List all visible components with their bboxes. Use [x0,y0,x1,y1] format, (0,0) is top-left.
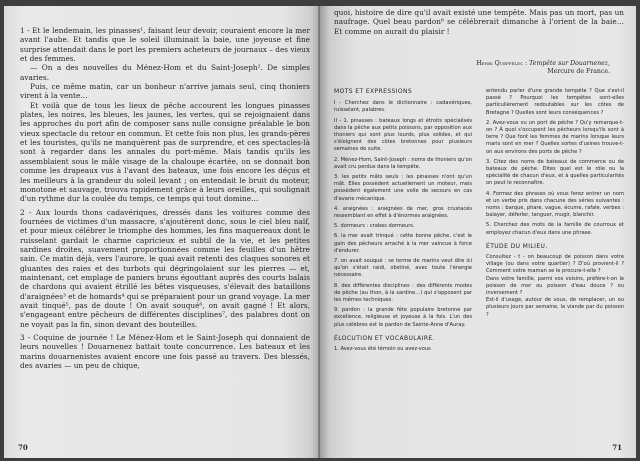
page-number: 71 [612,443,622,452]
study-entry: Dans votre famille, parmi vos voisins, préfère-t-on le poisson de mer ou poisson d'eau douce ? ou inversement ? [486,275,624,297]
paragraph: 2 - Aux lourds thons cadavériques, dressés dans les voitures comme des fournées de victimes d'un massacre, s'ajoutèrent donc, sous le ciel bleu naïf, et pour mieux célébrer le triomphe des hommes, les fins maquereaux dont le ruisselant gardait le charme capricieux et subtil de la vie, et les petites sardines droites, suavement proportionnées comme les feuilles d'un hêtre sain. Ce matin déjà, vers l'aurore, le quai avait retenti des claques sonores et gluantes des raies et des turbots qui dégringolaient sur les pierres — et, maintenant, cet emplage de paniers bruns égouttant auprès des courts balais de chardons qui avaient étrillé les bêtes visqueuses, s'élevait des bataillons d'araignées³ et de homards⁴ qui se préparaient pour un grand voyage. La mer avait tinqué⁵, pas de doute ! On avait souqué⁶, on avait gagné ! Et alors, s'engageant entre pêcheurs de différentes disciplines⁷, des palabres dont on ne voyait pas la fin, sinon devant des bouteilles. [20,207,310,329]
word-entry: II - 1. pinasses : bateaux longs et étroits spécialisés dans la pêche aux petits poissons, par opposition aux thoniers qui sont plus lourds, plus solides, et qui s'éloignent des côtes bretonnes pour plusieurs semaines de suite. [334,117,472,153]
left-page [4,6,320,458]
paragraph: 3 - Coquine de journée ! Le Ménez-Hom et le Saint-Joseph qui donnaient de leurs nouvelles ! Douarnenez battait toute concurrence. Les bateaux et les marins douarnenistes avaient encore une fois passé au travers. Des blessés, des avaries — un peu de chique, [20,333,310,371]
page-number: 70 [18,443,28,452]
study-entry: Consultez - t - on beaucoup de poisson dans votre village (ou dans votre quartier) ? D'où provient-il ? Comment votre maman se le procure-t-elle ? [486,254,624,275]
word-entry: I - Cherchez dans le dictionnaire : cadavériques, ruisselant, palabres. [334,100,472,114]
word-entry: 6. la mer avait trinqué : cette bonne pêche, c'est le gain des pêcheurs arraché à la mer vaincue à force d'endurer. [334,233,472,254]
paragraph: 1 - Et le lendemain, les pinasses¹, faisant leur devoir, couraient encore la mer avant l'aube. Et tandis que le soleil illuminait la baie, une joyeuse et fine surprise attendait dans le port les premiers acheteurs de journaux – des vieux et des femmes. [20,26,310,64]
section-heading: ÉTUDE DU MILIEU. [486,242,548,250]
author-name: Henri Queffélec : [476,60,528,67]
paragraph: quoi, histoire de dire qu'il avait existé une tempête. Mais pas un mort, pas un naufrage. Quel beau pardon⁸ se célébrerait dimanche à l'orient de la baie… Et comme on aurait du plaisir ! [334,8,624,36]
exercise-entry: 3. Citez des noms de bateaux de commerce ou de bateaux de pêche. Dites quel est le rôle ou la spécialité de chacun d'eux, et à quelles particularités on peut le reconnaître. [486,158,624,187]
section-heading: MOTS ET EXPRESSIONS [334,88,413,95]
word-entry: 3. les petits mâts seuls : les pinasses n'ont qu'un mât. Elles possèdent actuellement un moteur, mais possèdent également une voile de secours en cas d'avarie mécanique. [334,174,472,202]
left-page-text [20,26,310,370]
section-heading: ÉLOCUTION ET VOCABULAIRE. [334,334,435,342]
right-page [320,6,636,458]
publisher: Mercure de France. [547,68,610,75]
paragraph: — On a des nouvelles du Ménez-Hom et du Saint-Joseph². De simples avaries. [20,63,310,82]
passage-continuation [334,8,624,36]
exercise-entry: 1. Avez-vous été témoin ou avez-vous [334,346,431,353]
paragraph: Et voilà que de tous les lieux de pêche accourent les longues pinasses plates, les noires, les bleues, les jaunes, les vertes, qui se rejoignaient dans les approches du port afin de composer sans nulle consigne préalable le bon vieux spectacle du retour en commun. Et cette fois non plus, les grands-pères et les touristes, qu'ils ne manquèrent pas de surprendre, et ces spectacles-là sont à regarder dans les annales du port-même. Mais tandis qu'ils les assemblaient sous le mâle visage de la chaloupe écartée, on se donnait bon comme les drapeaux vus à l'avant des bateaux, une fois encore les déçus et les meilleurs à la grandeur du soleil levant ; on entendait le bruit du moteur, monotone et sauvage, trouva rapidement grâce à leurs oreilles, qui soulignait d'un rythme dur la coulée du temps, ce temps qui tout domine… [20,100,310,204]
exercise-column-right [486,88,624,319]
word-entry: 7. on avait souqué : se terme de marins veut dire ici qu'on s'était raidi, obstiné, avec toute l'énergie nécessaire. [334,258,472,279]
word-entry: 4. araignées : araignées de mer, gros crustacés ressemblant en effet à d'énormes araignées. [334,205,472,220]
exercise-entry: entendu parler d'une grande tempête ? Que s'est-il passé ? Pourquoi les tempêtes sont-elles particulièrement redoutables sur les côtes de Bretagne ? Quelles sont leurs conséquences ? [486,88,624,116]
source-title: Tempête sur Douarnenez, [529,60,610,67]
study-section [486,254,624,319]
study-entry: Est-il d'usage, autour de vous, de remplacer, un ou plusieurs jours par semaine, la viande par du poisson ? [486,297,624,318]
exercise-entry: 2. Avez-vous vu un port de pêche ? Qu'y remarque-t-on ? À quoi s'occupent les pêcheurs lorsqu'ils sont à terre ? Que font les femmes de marins lorsque leurs maris sont en mer ? Quelles sortes d'usines trouve-t-on aux environs des ports de pêche ? [486,119,624,155]
word-entry: 5. dormeurs : crabes dormeurs. [334,223,415,230]
word-entry: 9. pardon : la grande fête populaire bretonne par excellence, religieuse et joyeuse à la fois. L'un des plus célèbres est le pardon de Sainte-Anne d'Auray. [334,307,472,328]
exercise-entry: 4. Formez des phrases où vous ferez entrer un nom et un verbe pris dans chacune des séries suivantes : noms : barque, phare, vague, écume, rafale. verbes : balayer, déferler, tanguer, mugir, blanchir. [486,190,624,219]
exercise-column-left [334,88,472,356]
source-citation [380,60,610,76]
paragraph: Puis, ce même matin, car un bonheur n'arrive jamais seul, cinq thoniers virent à la vente… [20,82,310,101]
word-entry: 8. des différentes disciplines : des différents modes de pêche (au thon, à la sardine…) qui s'opposent par les mêmes techniques. [334,282,472,304]
exercise-entry: 5. Cherchez des mots de la famille de courroux et employez chacun d'eux dans une phrase. [486,222,624,236]
word-entry: 2. Ménez-Hom, Saint-Joseph : noms de thoniers qu'on avait cru perdus dans la tempête. [334,156,472,170]
